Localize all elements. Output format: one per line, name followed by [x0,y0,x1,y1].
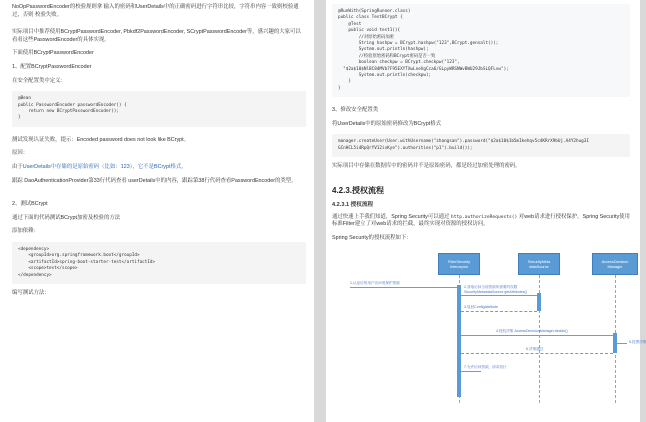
paragraph: 在安全配置类中定义： [12,77,66,84]
message-arrow [461,295,537,296]
message-label: 4.授权决策 AccessDecisionManager.decide() [496,328,568,333]
paragraph: 实际项目中存储在数据库中的密码并不是原始密码，都是经过加密处理的密码。 [332,163,521,170]
message-label: 1.认证后的用户访问受保护资源 [350,280,400,285]
message-arrow [461,311,537,312]
paragraph: 将UserDetails中的原始密码修改为BCrypt格式 [332,120,442,127]
code-line: System.out.println(hashpw); [338,47,429,53]
message-label: 7.允许访问资源，请求放行 [464,364,507,369]
paragraph: 下面使用BCryptPasswordEncoder [12,50,94,57]
actor-access-decision-manager [592,253,638,275]
inline-code: http.authorizeRequests() [450,214,518,220]
message-label: SecurityMetadataSource.getAttributes() [464,289,527,294]
code-line: <dependency> [18,246,50,252]
paragraph: 跟踪 DaoAuthenticationProvider第33行代码查看 userDetails中的内容，跟踪第38行代码查看PasswordEncoder的类型。 [12,177,297,184]
code-block-create-user [332,134,630,157]
message-label: 5.投票决策 [629,339,646,344]
step-heading: 2、测试BCrypt [12,201,48,208]
code-line: } [338,79,351,85]
code-line: //校验原始密码和BCrypt密码是否一致 [338,53,436,59]
code-line: </dependency> [18,272,52,278]
code-line: public PasswordEncoder passwordEncoder() { [18,102,127,108]
paragraph: Spring Security的授权流程如下： [332,235,412,242]
subsection-heading: 4.2.3.1 授权流程 [332,201,374,208]
code-line: @Test [338,21,362,27]
section-heading: 4.2.3.授权流程 [332,185,385,195]
code-line: manager.createUser(User.withUsername("zhangsan").password("$2a$10$1b5mIkehqv5c4KRrX9bUj.A4Y2hug3I [338,139,589,145]
actor-label: SecurityMeta dataSource [527,259,551,269]
actor-label: FilterSecurity Interceptor [447,259,471,269]
code-line: <groupId>org.springframework.boot</groupId> [18,253,140,259]
actor-label: AccessDecision Manager [601,259,629,269]
code-line: String hashpw = BCrypt.hashpw("123",BCrypt.gensalt()); [338,41,499,47]
actor-filter-security-interceptor [438,253,480,275]
right-page [326,0,646,422]
code-line: } [18,115,21,121]
code-line: } [338,85,341,91]
code-block-dependency [12,242,306,284]
code-line: //对原始密码加密 [338,34,394,40]
activation-bar [537,293,541,311]
code-line: boolean checkpw = BCrypt.checkpw("123", [338,60,460,66]
paragraph [332,214,630,229]
left-page [0,0,314,422]
paragraph-text: 对web请求进行授权保护。Spring Security使用标准Filter建立了对web请求的拦截，最终实现对资源的授权访问。 [332,213,630,228]
paragraph: 实际项目中推荐使用BCryptPasswordEncoder, Pbkdf2PasswordEncoder, SCryptPasswordEncoder等，感兴趣的大家可以看看这些PasswordEncoder的具体实现。 [12,29,301,43]
message-label: 3.返回ConfigAttribute [464,304,498,309]
code-line: <artifactId>spring-boot-starter-test</artifactId> [18,259,156,265]
paragraph: 编写测试方法： [12,289,50,296]
paragraph: NoOpPasswordEncoder的校验规则拿 输入的密码和UserDetails中的正确密码进行字符串比较，字符串内容一致则校验通过，否则 校验失败。 [12,4,299,18]
step-heading: 1、配置BCryptPasswordEncoder [12,63,92,70]
paragraph: 原因： [12,150,29,157]
message-arrow [350,287,457,288]
message-arrow [461,353,613,354]
paragraph-text: 由于 [12,163,23,170]
message-arrow [461,371,481,372]
paragraph: 测试发现认证失败，提示：Encoded password does not look like BCrypt。 [12,136,190,143]
inline-link[interactable]: UserDetails中存储的是原始密码（比如：123），它不是BCrypt格式。 [22,163,187,170]
code-line: GCnHCL5i4RpQrYV12ivKye").authorities("p1").build()); [338,145,473,151]
code-block-test [332,4,630,97]
code-line: <scope>test</scope> [18,266,78,272]
code-line: @RunWith(SpringRunner.class) [338,9,411,14]
step-heading: 3、修改安全配置类 [332,107,379,114]
code-block-bean [12,91,306,127]
paragraph-text: 通过快速上手我们知道，Spring Security可以通过 [332,213,451,220]
message-arrow [461,335,613,336]
code-line: public void test1(){ [338,28,401,34]
sequence-diagram [346,247,646,407]
actor-security-metadata-source [518,253,560,275]
paragraph: 通过下面的代码测试BCrypt加密及校验的方法 [12,214,121,221]
code-line: System.out.println(checkpw); [338,73,432,79]
code-line: "$2a$10$NlBC84MVb7F95EXYTXwLneXgCca6/GLpyWRSNWvBWU29JbSLQFLvw"); [338,66,509,72]
code-line: public class TestBCrypt { [338,15,403,21]
activation-bar [457,285,461,397]
paragraph: 添加依赖： [12,228,39,235]
message-label: 6.决策通过 [526,346,544,351]
message-arrow [617,343,627,344]
code-line: return new BCryptPasswordEncoder(); [18,108,119,114]
code-line: @Bean [18,96,31,102]
message-label: 2.获取访问当前资源所需要的权限 [464,284,518,289]
paragraph [12,164,306,172]
